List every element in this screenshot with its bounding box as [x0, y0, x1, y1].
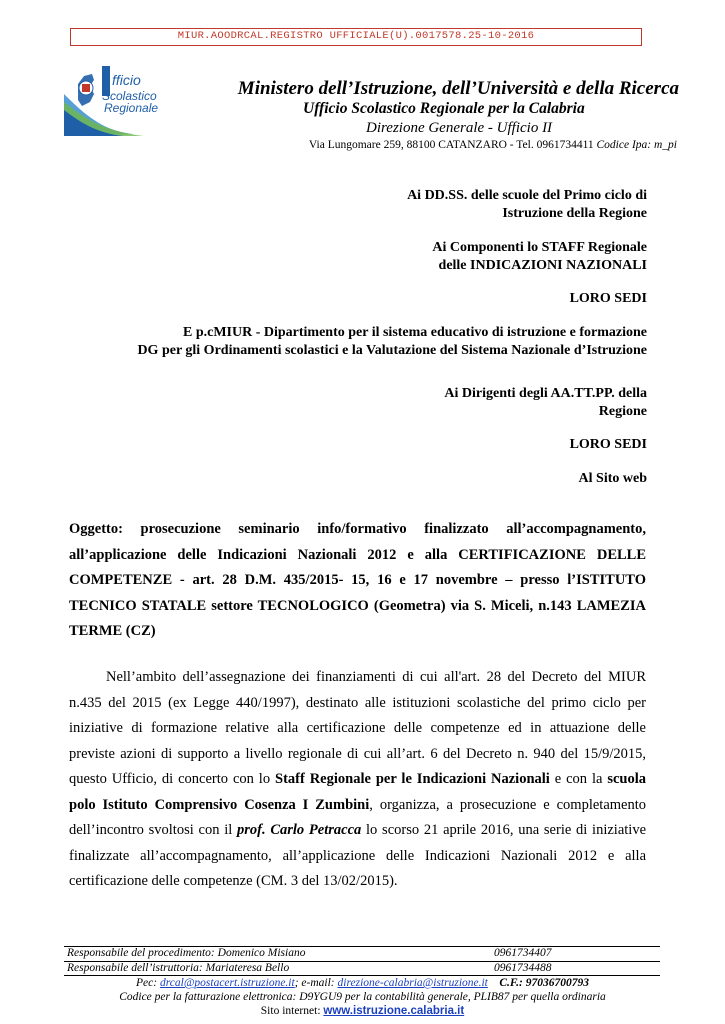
- body-line: Nell’ambito dell’assegnazione dei finanziamenti di cui all'art. 28 del Decreto del MIUR: [106, 669, 646, 685]
- subject-line: COMPETENZE - art. 28 D.M. 435/2015- 15, 16 e 17 novembre – presso l’ISTITUTO: [69, 572, 646, 588]
- recipient-line: Ai Dirigenti degli AA.TT.PP. della: [444, 386, 647, 401]
- protocol-stamp: MIUR.AOODRCAL.REGISTRO UFFICIALE(U).0017578.25-10-2016: [70, 28, 642, 46]
- recipient-line: E p.cMIUR - Dipartimento per il sistema educativo di istruzione e formazione: [182, 325, 647, 340]
- email-label: ; e-mail:: [294, 977, 338, 989]
- pec-email-link[interactable]: drcal@postacert.istruzione.it: [159, 977, 295, 989]
- svg-text:Regionale: Regionale: [104, 101, 159, 115]
- footer-fatturazione: Codice per la fatturazione elettronica: D9YGU9 per la contabilità generale, PLIB87 per quella ordinaria: [119, 991, 606, 1003]
- recipient-loro-sedi-2: [570, 436, 647, 454]
- resp-proc-label: Responsabile del procedimento: Domenico Misiano: [67, 947, 306, 959]
- body-text: , organizza, a prosecuzione e completamento: [369, 796, 647, 813]
- recipient-dirigenti: [444, 385, 647, 421]
- site-link[interactable]: www.istruzione.calabria.it: [323, 1005, 465, 1017]
- body-line: iniziative di formazione relative alla certificazione delle competenze ed in attuazione delle: [69, 720, 646, 736]
- usr-calabria-logo: [64, 54, 188, 136]
- subject-block: [69, 517, 646, 645]
- body-line: finalizzate all’accompagnamento, all’applicazione delle Indicazioni Nazionali 2012 e alla: [69, 847, 646, 864]
- recipient-line: delle INDICAZIONI NAZIONALI: [438, 258, 647, 273]
- recipient-line: Ai DD.SS. delle scuole del Primo ciclo di: [407, 188, 647, 203]
- ministry-title: Ministero dell’Istruzione, dell’Università e della Ricerca: [237, 78, 679, 99]
- body-paragraph: [69, 665, 646, 895]
- site-label: Sito internet:: [260, 1005, 324, 1017]
- address-text: Via Lungomare 259, 88100 CATANZARO - Tel. 0961734411: [308, 139, 594, 151]
- recipient-sito-web: [579, 470, 647, 488]
- svg-text:Scolastico: Scolastico: [102, 89, 157, 103]
- subject-line: Oggetto: prosecuzione seminario info/formativo finalizzato all’accompagnamento,: [69, 521, 646, 537]
- body-line: previste azioni di supporto a livello regionale di cui all’art. 6 del Decreto n. 940 del 15/9/2015,: [69, 745, 646, 762]
- recipient-loro-sedi: [570, 290, 647, 308]
- body-line: [69, 818, 646, 844]
- recipient-line: LORO SEDI: [569, 291, 647, 306]
- body-text: e con la: [549, 771, 608, 787]
- recipient-line: Regione: [598, 404, 647, 419]
- responsible-table: [64, 946, 660, 976]
- recipient-line: Istruzione della Regione: [502, 206, 647, 221]
- codice-fiscale: C.F.: 97036700793: [499, 977, 589, 989]
- body-line: [69, 767, 646, 793]
- office-address: [309, 139, 677, 151]
- body-line: [69, 793, 646, 819]
- codice-ipa: Codice Ipa: m_pi: [596, 139, 677, 151]
- footer-site: [0, 1005, 725, 1018]
- subject-line: TERME (CZ): [69, 623, 156, 639]
- prof-name: prof. Carlo Petracca: [237, 822, 362, 838]
- recipient-staff: [432, 239, 647, 275]
- recipient-schools: [407, 187, 647, 223]
- body-text: questo Ufficio, di concerto con lo: [69, 771, 275, 787]
- recipient-line: Ai Componenti lo STAFF Regionale: [432, 240, 647, 255]
- footer-contacts: [0, 977, 725, 990]
- resp-istr-label: Responsabile dell’istruttoria: Mariateresa Bello: [67, 961, 290, 974]
- office-subtitle: Ufficio Scolastico Regionale per la Calabria: [303, 100, 585, 117]
- subject-line: TECNICO STATALE settore TECNOLOGICO (Geometra) via S. Miceli, n.143 LAMEZIA: [69, 597, 646, 614]
- body-line: certificazione delle competenze (CM. 3 del 13/02/2015).: [69, 873, 398, 889]
- recipient-line: DG per gli Ordinamenti scolastici e la Valutazione del Sistema Nazionale d’Istruzione: [137, 343, 647, 358]
- body-text: dell’incontro svoltosi con il: [69, 822, 237, 838]
- resp-proc-phone: 0961734407: [494, 947, 552, 959]
- staff-regionale-bold: Staff Regionale per le Indicazioni Nazionali: [275, 771, 550, 787]
- scuola-bold: scuola: [607, 771, 646, 787]
- recipient-line: Al Sito web: [578, 471, 647, 486]
- pec-label: Pec:: [136, 977, 160, 989]
- subject-line: all’applicazione delle Indicazioni Nazionali 2012 e alla CERTIFICAZIONE DELLE: [69, 546, 646, 563]
- scuola-polo-bold: polo Istituto Comprensivo Cosenza I Zumbini: [69, 796, 370, 813]
- table-row: [64, 962, 660, 976]
- resp-istr-phone: 0961734488: [494, 961, 552, 974]
- body-line: n.435 del 2015 (ex Legge 440/1997), destinato alle istituzioni scolastiche del primo ciclo per: [69, 694, 646, 711]
- table-row: [64, 947, 660, 962]
- svg-text:fficio: fficio: [112, 72, 141, 88]
- body-text: lo scorso 21 aprile 2016, una serie di iniziative: [361, 822, 647, 838]
- recipient-miur: [137, 324, 647, 360]
- direction-label: Direzione Generale - Ufficio II: [366, 120, 553, 136]
- recipient-line: LORO SEDI: [569, 437, 647, 452]
- email-link[interactable]: direzione-calabria@istruzione.it: [337, 977, 488, 989]
